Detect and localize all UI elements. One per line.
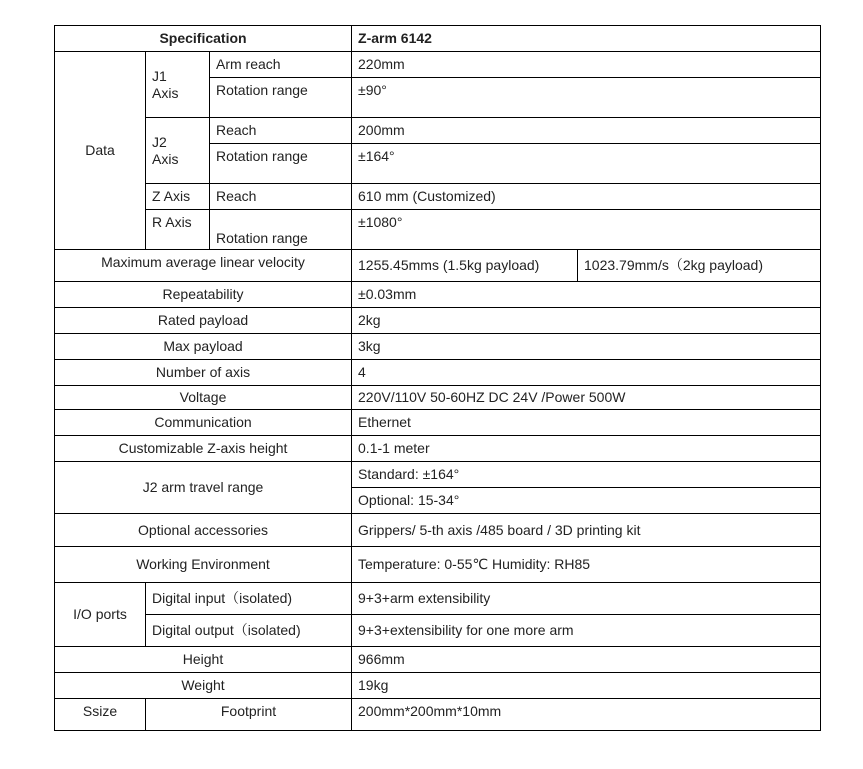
height-value: 966mm [352,647,821,673]
table-row [55,308,821,334]
table-row [55,184,821,210]
table-row [55,360,821,386]
table-row [55,699,821,731]
z-height-value: 0.1-1 meter [352,436,821,462]
r-axis-label: R Axis [146,210,210,250]
model-header: Z-arm 6142 [352,26,821,52]
max-payload-label: Max payload [55,334,352,360]
communication-value: Ethernet [352,410,821,436]
z-axis-label: Z Axis [146,184,210,210]
footprint-label: Footprint [146,699,352,731]
j1-axis-line2: Axis [152,84,179,101]
table-row [55,282,821,308]
r-rotation-label: Rotation range [210,210,352,250]
spec-header: Specification [55,26,352,52]
accessories-label: Optional accessories [55,514,352,547]
j1-axis-label [146,52,210,118]
digital-output-value: 9+3+extensibility for one more arm [352,615,821,647]
table-row [55,673,821,699]
num-axis-label: Number of axis [55,360,352,386]
digital-output-label: Digital output（isolated) [146,615,352,647]
rated-payload-label: Rated payload [55,308,352,334]
environment-label: Working Environment [55,547,352,583]
table-row [55,334,821,360]
j1-arm-reach-value: 220mm [352,52,821,78]
j2-travel-standard: Standard: ±164° [352,462,821,488]
table-row [55,615,821,647]
j1-axis-line1: J1 [152,67,167,84]
j2-travel-optional: Optional: 15-34° [352,488,821,514]
table-row [55,436,821,462]
j2-reach-label: Reach [210,118,352,144]
j2-axis-label [146,118,210,184]
j2-rotation-label: Rotation range [210,144,352,184]
table-row [55,250,821,282]
table-row [55,462,821,488]
velocity-value-2: 1023.79mm/s（2kg payload) [578,250,821,282]
table-row [55,210,821,230]
spec-table [54,25,821,731]
j2-travel-label: J2 arm travel range [55,462,352,514]
j2-reach-value: 200mm [352,118,821,144]
environment-value: Temperature: 0-55℃ Humidity: RH85 [352,547,821,583]
io-label: I/O ports [55,583,146,647]
j1-rotation-value: ±90° [352,78,821,118]
z-height-label: Customizable Z-axis height [55,436,352,462]
j2-rotation-value: ±164° [352,144,821,184]
table-row [55,410,821,436]
weight-label: Weight [55,673,352,699]
repeatability-label: Repeatability [55,282,352,308]
r-rotation-value: ±1080° [352,210,821,250]
digital-input-value: 9+3+arm extensibility [352,583,821,615]
size-label: Ssize [55,699,146,731]
table-row [55,52,821,78]
num-axis-value: 4 [352,360,821,386]
table-row [55,547,821,583]
table-row [55,647,821,673]
height-label: Height [55,647,352,673]
table-row [55,118,821,144]
z-reach-value: 610 mm (Customized) [352,184,821,210]
communication-label: Communication [55,410,352,436]
header-row [55,26,821,52]
weight-value: 19kg [352,673,821,699]
footprint-value: 200mm*200mm*10mm [352,699,821,731]
z-reach-label: Reach [210,184,352,210]
data-section-label: Data [55,52,146,250]
digital-input-label: Digital input（isolated) [146,583,352,615]
rated-payload-value: 2kg [352,308,821,334]
j2-axis-line1: J2 [152,133,167,150]
j1-rotation-label: Rotation range [210,78,352,118]
table-row [55,386,821,410]
velocity-label: Maximum average linear velocity [55,250,352,282]
accessories-value: Grippers/ 5-th axis /485 board / 3D printing kit [352,514,821,547]
table-row [55,583,821,615]
table-row [55,514,821,547]
repeatability-value: ±0.03mm [352,282,821,308]
voltage-value: 220V/110V 50-60HZ DC 24V /Power 500W [352,386,821,410]
j1-arm-reach-label: Arm reach [210,52,352,78]
max-payload-value: 3kg [352,334,821,360]
velocity-value-1: 1255.45mms (1.5kg payload) [352,250,578,282]
voltage-label: Voltage [55,386,352,410]
j2-axis-line2: Axis [152,150,179,167]
